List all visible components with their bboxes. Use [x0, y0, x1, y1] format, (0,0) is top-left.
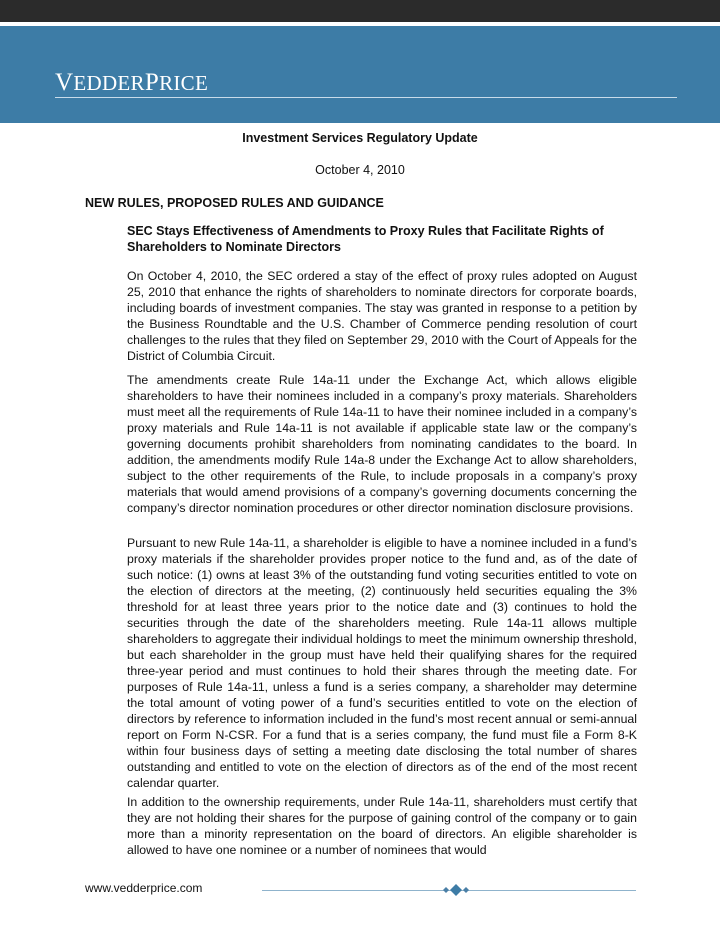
paragraph-2: The amendments create Rule 14a-11 under the Exchange Act, which allows eligible shareholders to have their nominees included in a company’s proxy materials. Shareholders must meet all the requirements of Rule 14a-11 to have their nominee included in a company’s proxy materials and Rule 14a-11 is not available if applicable state law or the company’s governing documents prohibit shareholders from nominating candidates to the board. In addition, the amendments modify Rule 14a-8 under the Exchange Act to allow shareholders, subject to the other requirements of the Rule, to include proposals in a company’s proxy materials that would amend provisions of a company’s governing documents concerning the company’s director nomination procedures or other director nomination disclosure provisions.	[127, 373, 637, 515]
diamond-ornament-icon	[440, 883, 472, 897]
document-date: October 4, 2010	[315, 163, 405, 177]
header-divider	[55, 97, 677, 98]
paragraph-3: Pursuant to new Rule 14a-11, a shareholder is eligible to have a nominee included in a fund’s proxy materials if the shareholder provides proper notice to the fund and, as of the date of such notice: (1) owns at least 3% of the outstanding fund voting securities entitled to vote on the election of directors at the meeting, (2) continuously held securities equaling the 3% threshold for at least three years prior to the notice date and (3) continues to hold the securities through the date of the shareholders meeting. Rule 14a-11 allows multiple shareholders to aggregate their individual holdings to meet the minimum ownership threshold, but each shareholder in the group must have held their qualifying shares for the required three-year period and must continues to hold their shares through the meeting date. For purposes of Rule 14a-11, unless a fund is a series company, a shareholder may determine the total amount of voting power of a fund’s securities entitled to vote on the election of directors by reference to information included in the fund’s most recent annual or semi-annual report on Form N-CSR. For a fund that is a series company, the fund must file a Form 8-K within four business days of setting a meeting date disclosing the total number of shares outstanding and entitled to vote on the election of directors as of the end of the most recent calendar quarter.	[127, 536, 637, 790]
document-title: Investment Services Regulatory Update	[242, 131, 478, 145]
section-heading: NEW RULES, PROPOSED RULES AND GUIDANCE	[85, 196, 384, 210]
article-heading: SEC Stays Effectiveness of Amendments to Proxy Rules that Facilitate Rights of Shareholders to Nominate Directors	[127, 224, 604, 254]
paragraph-1: On October 4, 2010, the SEC ordered a stay of the effect of proxy rules adopted on August 25, 2010 that enhance the rights of shareholders to nominate directors for corporate boards, including boards of investment companies. The stay was granted in response to a petition by the Business Roundtable and the U.S. Chamber of Commerce pending resolution of court challenges to the rules that they filed on September 29, 2010 with the Court of Appeals for the District of Columbia Circuit.	[127, 269, 637, 363]
paragraph-4-container	[127, 794, 637, 858]
top-bar	[0, 0, 720, 22]
footer-website-link[interactable]: www.vedderprice.com	[85, 881, 203, 895]
vedder-price-logo: VEDDERPRICE	[55, 69, 209, 96]
paragraph-4: In addition to the ownership requirements, under Rule 14a-11, shareholders must certify that they are not holding their shares for the purpose of gaining control of the company or to gain more than a minority representation on the board of directors. An eligible shareholder is allowed to have one nominee or a number of nominees that would	[127, 795, 637, 857]
